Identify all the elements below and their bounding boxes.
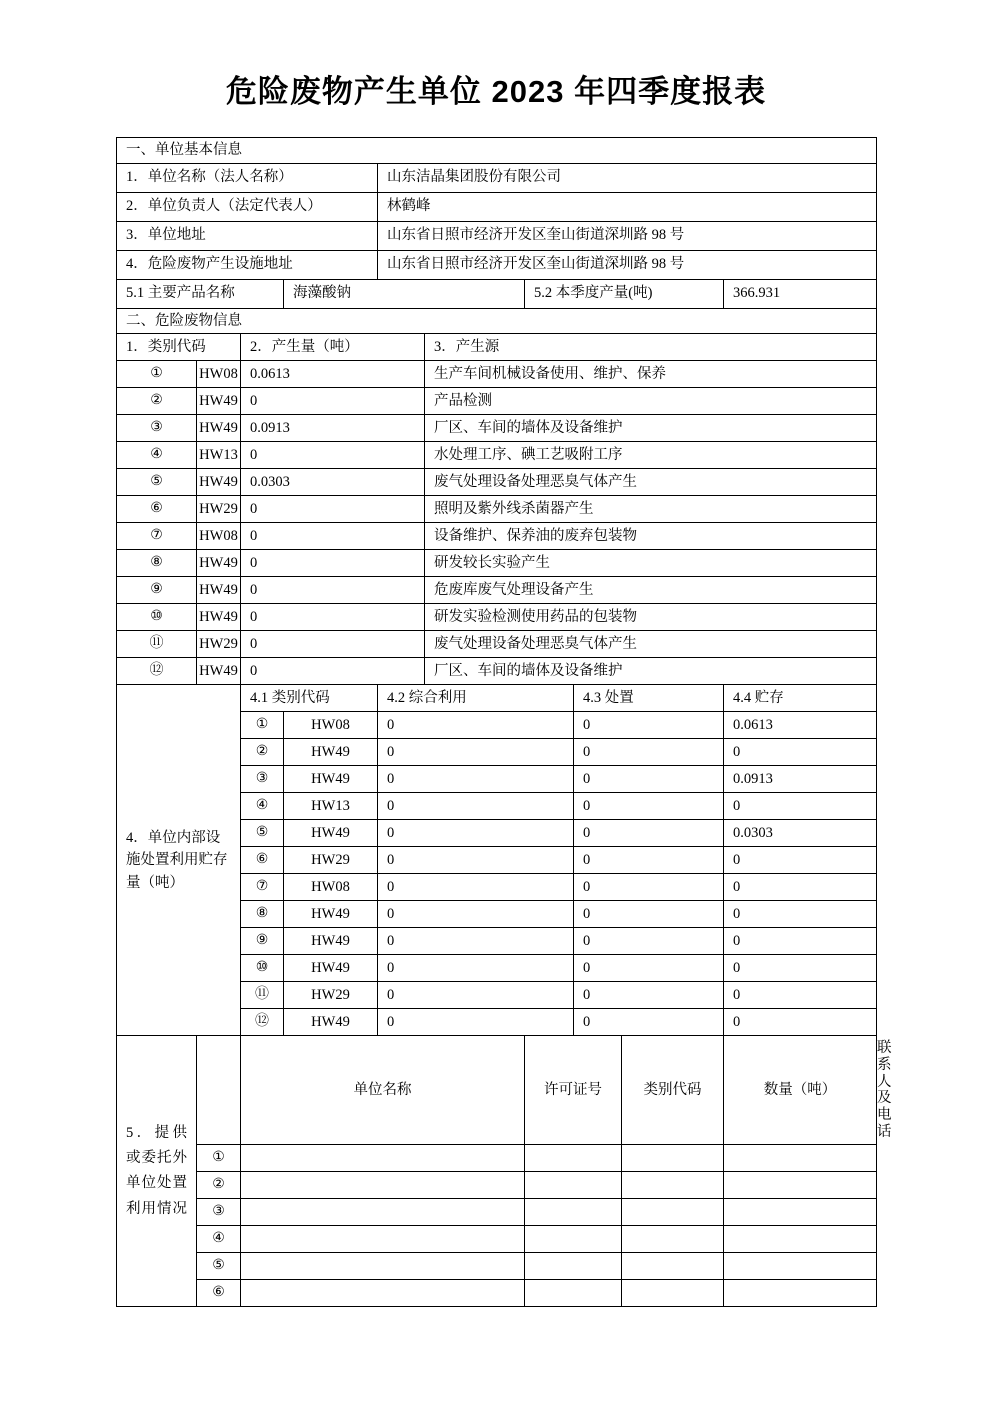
waste-row-no: ⑧: [117, 550, 197, 577]
waste-row-amount: 0: [241, 388, 425, 415]
external-no-header: [197, 1036, 241, 1145]
table-row: [117, 1199, 877, 1226]
internal-row-code: HW49: [284, 955, 378, 982]
table-row: [117, 469, 877, 496]
external-row-no: ⑤: [197, 1253, 241, 1280]
external-row-license[interactable]: [525, 1199, 622, 1226]
waste-row-code: HW29: [197, 496, 241, 523]
section-internal-label: 4．单位内部设施处置利用贮存量（吨）: [117, 685, 241, 1036]
internal-row-utilize: 0: [378, 712, 574, 739]
internal-col-store: 4.4 贮存: [724, 685, 877, 712]
external-col-quantity: 数量（吨）: [724, 1036, 877, 1145]
internal-row-dispose: 0: [574, 901, 724, 928]
internal-row-code: HW13: [284, 793, 378, 820]
internal-row-no: ③: [241, 766, 284, 793]
table-row: [117, 658, 877, 685]
waste-row-code: HW13: [197, 442, 241, 469]
internal-row-code: HW49: [284, 901, 378, 928]
waste-col-code: 1．类别代码: [117, 334, 241, 361]
external-row-code[interactable]: [622, 1199, 724, 1226]
external-row-unit[interactable]: [241, 1253, 525, 1280]
section-basic-heading: 一、单位基本信息: [117, 138, 877, 164]
waste-row-no: ⑪: [117, 631, 197, 658]
external-row-code[interactable]: [622, 1172, 724, 1199]
internal-row-store: 0: [724, 793, 877, 820]
internal-row-dispose: 0: [574, 1009, 724, 1036]
waste-row-code: HW49: [197, 469, 241, 496]
table-row: [117, 496, 877, 523]
waste-row-no: ④: [117, 442, 197, 469]
external-row-no: ②: [197, 1172, 241, 1199]
table-row: [117, 361, 877, 388]
table-row: [117, 1253, 877, 1280]
internal-row-dispose: 0: [574, 982, 724, 1009]
internal-row-code: HW08: [284, 874, 378, 901]
label-address: 3．单位地址: [117, 221, 378, 250]
waste-row-amount: 0: [241, 577, 425, 604]
waste-row-source: 研发较长实验产生: [425, 550, 877, 577]
report-table: [116, 137, 892, 1307]
basic-row-address: [117, 221, 877, 250]
waste-col-amount: 2．产生量（吨）: [241, 334, 425, 361]
internal-row-no: ⑨: [241, 928, 284, 955]
internal-row-store: 0: [724, 1009, 877, 1036]
basic-row-product: [117, 279, 877, 308]
external-row-quantity[interactable]: [724, 1253, 877, 1280]
label-quarter-output: 5.2 本季度产量(吨): [525, 279, 724, 308]
waste-row-code: HW49: [197, 415, 241, 442]
waste-row-no: ③: [117, 415, 197, 442]
waste-row-source: 废气处理设备处理恶臭气体产生: [425, 469, 877, 496]
internal-col-code: 4.1 类别代码: [241, 685, 378, 712]
table-row: [117, 388, 877, 415]
internal-row-dispose: 0: [574, 955, 724, 982]
internal-row-dispose: 0: [574, 739, 724, 766]
internal-row-no: ⑧: [241, 901, 284, 928]
section-external-label: 5．提供或委托外单位处置利用情况: [117, 1036, 197, 1307]
waste-row-source: 研发实验检测使用药品的包装物: [425, 604, 877, 631]
table-row: [117, 577, 877, 604]
waste-row-amount: 0: [241, 550, 425, 577]
external-row-no: ①: [197, 1145, 241, 1172]
internal-row-code: HW08: [284, 712, 378, 739]
external-row-quantity[interactable]: [724, 1145, 877, 1172]
waste-row-no: ①: [117, 361, 197, 388]
internal-row-no: ⑪: [241, 982, 284, 1009]
waste-row-amount: 0: [241, 442, 425, 469]
waste-header-row: [117, 334, 877, 361]
internal-row-no: ④: [241, 793, 284, 820]
waste-row-source: 生产车间机械设备使用、维护、保养: [425, 361, 877, 388]
waste-row-amount: 0.0303: [241, 469, 425, 496]
basic-row-unit-name: [117, 163, 877, 192]
internal-row-no: ①: [241, 712, 284, 739]
internal-row-store: 0: [724, 928, 877, 955]
external-row-quantity[interactable]: [724, 1280, 877, 1307]
waste-row-source: 照明及紫外线杀菌器产生: [425, 496, 877, 523]
waste-row-code: HW08: [197, 361, 241, 388]
table-row: [117, 415, 877, 442]
label-legal-rep: 2．单位负责人（法定代表人）: [117, 192, 378, 221]
waste-row-source: 废气处理设备处理恶臭气体产生: [425, 631, 877, 658]
value-quarter-output: 366.931: [724, 279, 877, 308]
table-row: [117, 1172, 877, 1199]
table-row: [117, 1226, 877, 1253]
waste-row-no: ⑤: [117, 469, 197, 496]
internal-col-utilize: 4.2 综合利用: [378, 685, 574, 712]
internal-row-utilize: 0: [378, 955, 574, 982]
label-main-product: 5.1 主要产品名称: [117, 279, 284, 308]
internal-row-dispose: 0: [574, 847, 724, 874]
waste-row-amount: 0: [241, 604, 425, 631]
waste-row-no: ②: [117, 388, 197, 415]
section-waste-heading-row: [117, 308, 877, 334]
waste-row-code: HW29: [197, 631, 241, 658]
value-unit-name: 山东洁晶集团股份有限公司: [378, 163, 877, 192]
internal-row-store: 0: [724, 982, 877, 1009]
internal-row-utilize: 0: [378, 928, 574, 955]
internal-row-code: HW49: [284, 1009, 378, 1036]
internal-row-utilize: 0: [378, 901, 574, 928]
internal-row-utilize: 0: [378, 793, 574, 820]
table-row: [117, 604, 877, 631]
internal-row-utilize: 0: [378, 874, 574, 901]
external-row-unit[interactable]: [241, 1145, 525, 1172]
external-row-quantity[interactable]: [724, 1199, 877, 1226]
internal-row-dispose: 0: [574, 766, 724, 793]
waste-row-no: ⑦: [117, 523, 197, 550]
internal-row-store: 0: [724, 901, 877, 928]
waste-row-source: 水处理工序、碘工艺吸附工序: [425, 442, 877, 469]
waste-row-code: HW49: [197, 658, 241, 685]
internal-row-utilize: 0: [378, 766, 574, 793]
waste-col-source: 3．产生源: [425, 334, 877, 361]
internal-row-utilize: 0: [378, 847, 574, 874]
section-waste-heading: 二、危险废物信息: [117, 308, 877, 334]
external-row-quantity[interactable]: [724, 1172, 877, 1199]
internal-row-store: 0: [724, 847, 877, 874]
internal-row-no: ⑥: [241, 847, 284, 874]
internal-row-code: HW49: [284, 739, 378, 766]
internal-row-code: HW49: [284, 766, 378, 793]
internal-row-utilize: 0: [378, 820, 574, 847]
external-row-license[interactable]: [525, 1226, 622, 1253]
internal-row-store: 0.0613: [724, 712, 877, 739]
value-main-product: 海藻酸钠: [284, 279, 525, 308]
waste-row-no: ⑫: [117, 658, 197, 685]
waste-row-amount: 0: [241, 631, 425, 658]
internal-row-store: 0.0303: [724, 820, 877, 847]
internal-col-dispose: 4.3 处置: [574, 685, 724, 712]
internal-row-store: 0: [724, 739, 877, 766]
waste-row-source: 厂区、车间的墙体及设备维护: [425, 415, 877, 442]
external-col-code: 类别代码: [622, 1036, 724, 1145]
label-unit-name: 1．单位名称（法人名称）: [117, 163, 378, 192]
external-row-no: ③: [197, 1199, 241, 1226]
value-facility-address: 山东省日照市经济开发区奎山街道深圳路 98 号: [378, 250, 877, 279]
external-row-code[interactable]: [622, 1145, 724, 1172]
external-row-license[interactable]: [525, 1253, 622, 1280]
internal-row-code: HW29: [284, 982, 378, 1009]
internal-row-dispose: 0: [574, 712, 724, 739]
internal-row-code: HW49: [284, 820, 378, 847]
table-row: [117, 1280, 877, 1307]
table-row: [117, 631, 877, 658]
report-table-container: [116, 137, 892, 1307]
waste-row-no: ⑩: [117, 604, 197, 631]
external-row-quantity[interactable]: [724, 1226, 877, 1253]
internal-row-dispose: 0: [574, 928, 724, 955]
waste-row-amount: 0: [241, 658, 425, 685]
label-facility-address: 4．危险废物产生设施地址: [117, 250, 378, 279]
external-row-unit[interactable]: [241, 1172, 525, 1199]
waste-row-amount: 0.0913: [241, 415, 425, 442]
table-row: [117, 550, 877, 577]
table-row: [117, 523, 877, 550]
external-row-unit[interactable]: [241, 1280, 525, 1307]
external-row-no: ⑥: [197, 1280, 241, 1307]
report-table-body: [117, 138, 892, 1307]
internal-row-no: ⑤: [241, 820, 284, 847]
internal-row-utilize: 0: [378, 739, 574, 766]
page-title: 危险废物产生单位 2023 年四季度报表: [225, 74, 767, 109]
waste-row-no: ⑨: [117, 577, 197, 604]
external-header-row: 5．提供或委托外单位处置利用情况 单位名称 许可证号 类别代码 数量（吨） 联系人及电话: [117, 1036, 877, 1145]
waste-row-no: ⑥: [117, 496, 197, 523]
waste-row-code: HW08: [197, 523, 241, 550]
external-row-unit[interactable]: [241, 1226, 525, 1253]
waste-row-amount: 0: [241, 496, 425, 523]
external-col-unit: 单位名称: [241, 1036, 525, 1145]
waste-row-source: 产品检测: [425, 388, 877, 415]
internal-row-no: ⑫: [241, 1009, 284, 1036]
external-row-license[interactable]: [525, 1145, 622, 1172]
external-row-license[interactable]: [525, 1172, 622, 1199]
internal-row-no: ⑦: [241, 874, 284, 901]
external-row-code[interactable]: [622, 1280, 724, 1307]
waste-row-amount: 0: [241, 523, 425, 550]
internal-row-dispose: 0: [574, 820, 724, 847]
external-row-license[interactable]: [525, 1280, 622, 1307]
external-row-code[interactable]: [622, 1226, 724, 1253]
internal-row-no: ②: [241, 739, 284, 766]
internal-row-store: 0: [724, 955, 877, 982]
waste-row-amount: 0.0613: [241, 361, 425, 388]
internal-row-store: 0: [724, 874, 877, 901]
table-row: [117, 1145, 877, 1172]
waste-row-code: HW49: [197, 550, 241, 577]
external-col-license: 许可证号: [525, 1036, 622, 1145]
value-legal-rep: 林鹤峰: [378, 192, 877, 221]
table-row: [117, 442, 877, 469]
waste-row-source: 厂区、车间的墙体及设备维护: [425, 658, 877, 685]
internal-header-row: [117, 685, 877, 712]
waste-row-code: HW49: [197, 388, 241, 415]
waste-row-code: HW49: [197, 577, 241, 604]
internal-row-code: HW29: [284, 847, 378, 874]
waste-row-source: 危废库废气处理设备产生: [425, 577, 877, 604]
external-row-code[interactable]: [622, 1253, 724, 1280]
basic-row-legal-rep: [117, 192, 877, 221]
waste-row-code: HW49: [197, 604, 241, 631]
internal-row-no: ⑩: [241, 955, 284, 982]
value-address: 山东省日照市经济开发区奎山街道深圳路 98 号: [378, 221, 877, 250]
internal-row-store: 0.0913: [724, 766, 877, 793]
basic-row-facility-address: [117, 250, 877, 279]
internal-row-utilize: 0: [378, 982, 574, 1009]
internal-row-dispose: 0: [574, 874, 724, 901]
external-row-no: ④: [197, 1226, 241, 1253]
waste-row-source: 设备维护、保养油的废弃包装物: [425, 523, 877, 550]
internal-row-code: HW49: [284, 928, 378, 955]
internal-row-utilize: 0: [378, 1009, 574, 1036]
external-row-unit[interactable]: [241, 1199, 525, 1226]
internal-row-dispose: 0: [574, 793, 724, 820]
section-basic-heading-row: [117, 138, 877, 164]
